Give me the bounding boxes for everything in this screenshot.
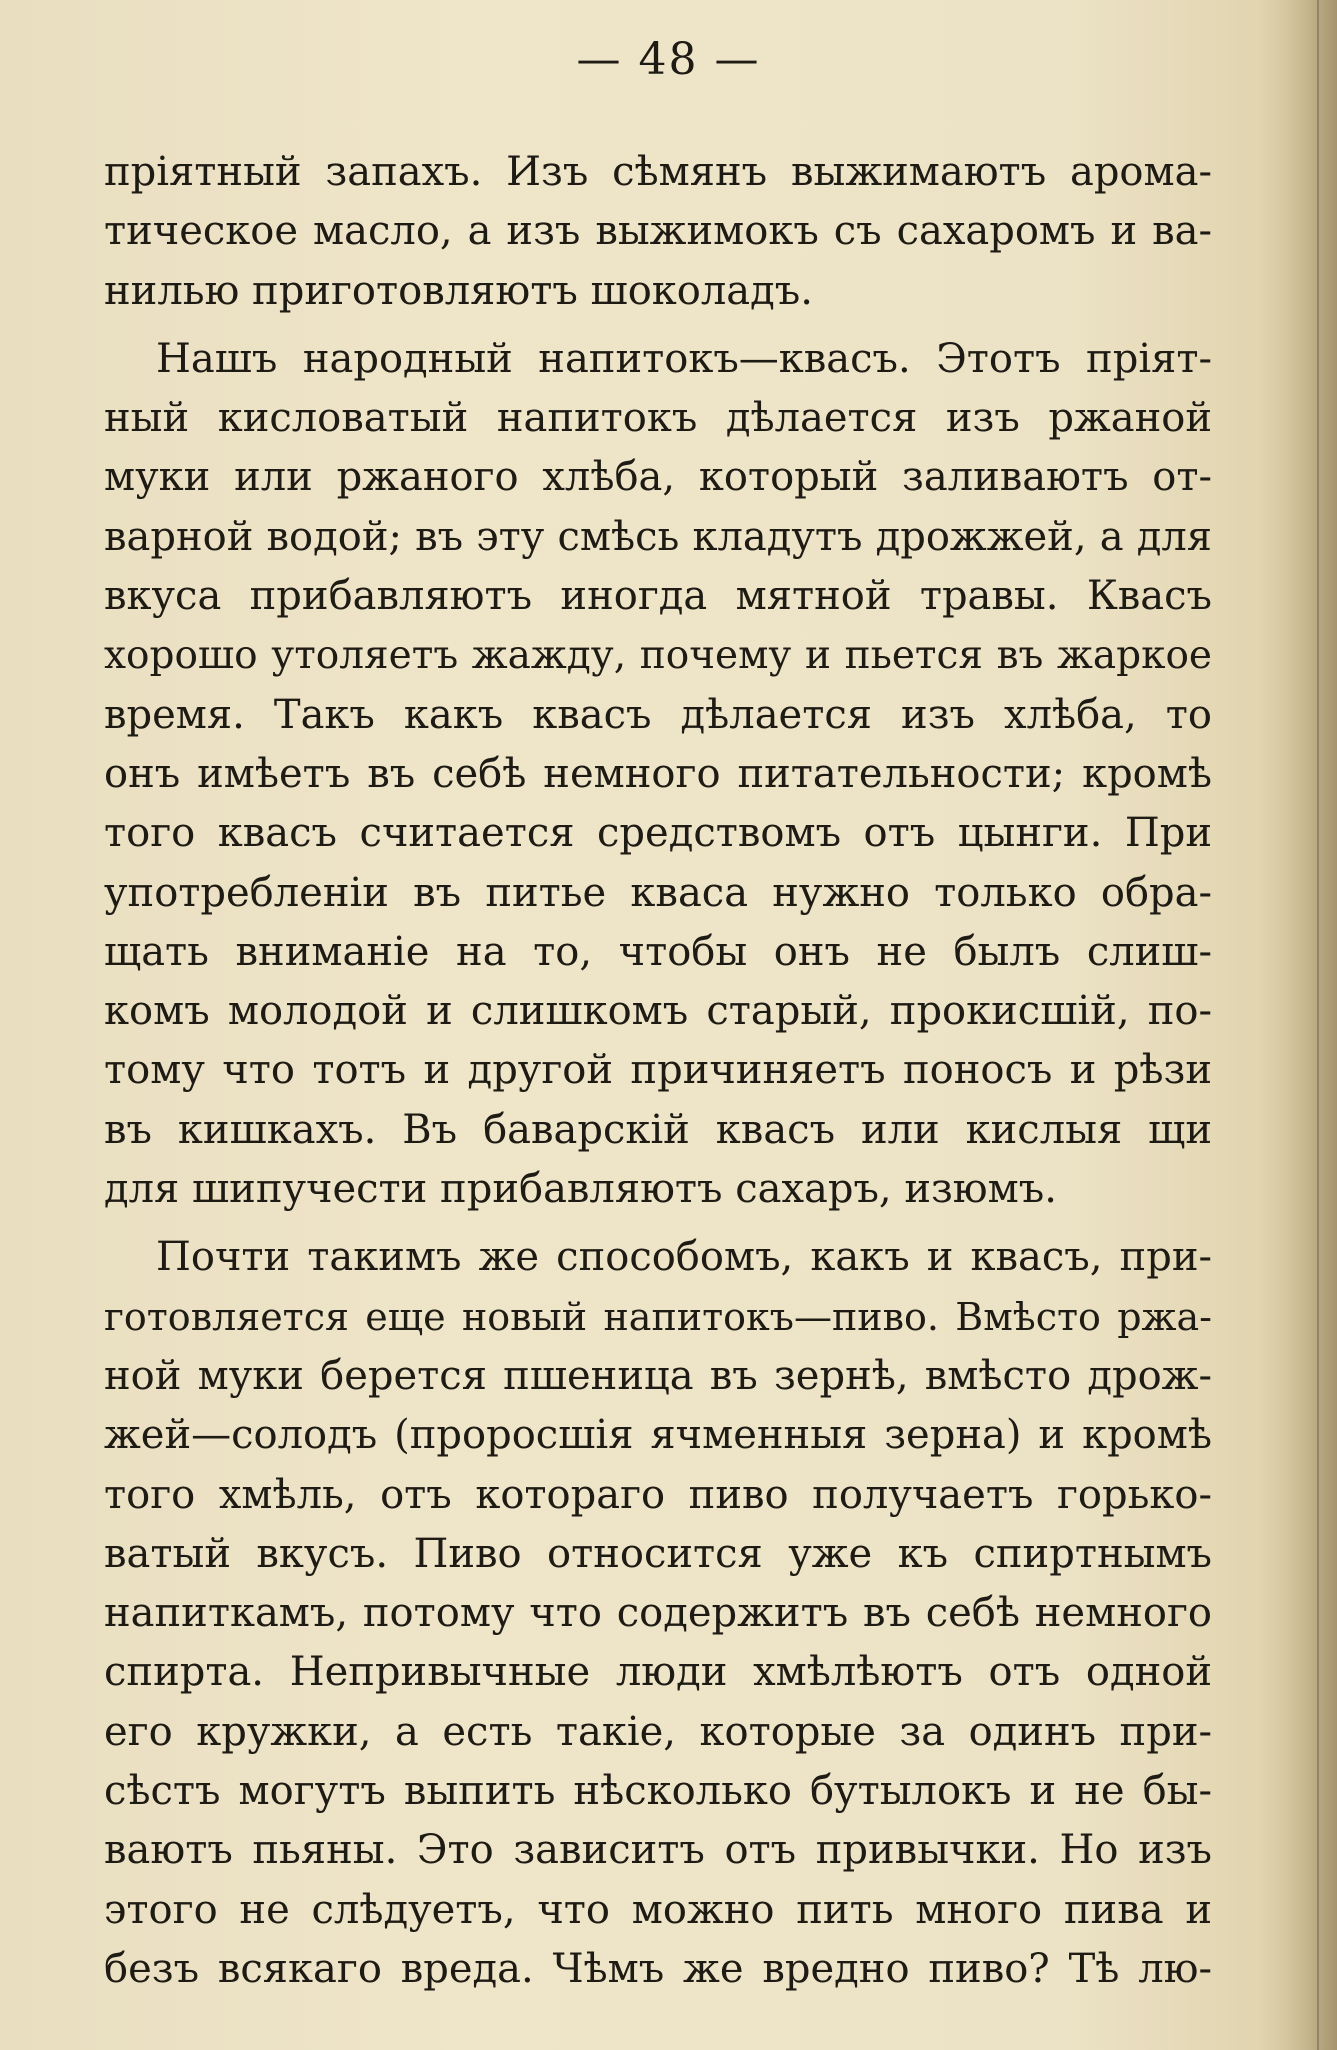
text-line: въ кишкахъ. Въ баварскій квасъ или кислыя щи — [104, 1106, 1212, 1153]
text-line: тому что тотъ и другой причиняетъ поносъ и рѣзи — [104, 1047, 1212, 1094]
text-line: сѣстъ могутъ выпить нѣсколько бутылокъ и не бы- — [104, 1768, 1212, 1815]
text-line: спирта. Непривычные люди хмѣлѣютъ отъ одной — [104, 1649, 1212, 1696]
paragraph-gap — [104, 1219, 1212, 1228]
text-line: Почти такимъ же способомъ, какъ и квасъ, при- — [156, 1234, 1212, 1281]
text-line: его кружки, а есть такіе, которые за одинъ при- — [104, 1708, 1212, 1755]
text-line: того хмѣль, отъ котораго пиво получаетъ горько- — [104, 1471, 1212, 1518]
text-line: вкуса прибавляютъ иногда мятной травы. Квасъ — [104, 573, 1212, 620]
text-line: напиткамъ, потому что содержитъ въ себѣ немного — [104, 1590, 1212, 1637]
text-line: безъ всякаго вреда. Чѣмъ же вредно пиво? Тѣ лю- — [104, 1945, 1212, 1992]
text-line: Нашъ народный напитокъ—квасъ. Этотъ пріят- — [156, 335, 1212, 382]
text-line: для шипучести прибавляютъ сахаръ, изюмъ. — [104, 1166, 1057, 1213]
page-number: — 48 — — [576, 34, 761, 85]
text-line: этого не слѣдуетъ, что можно пить много пива и — [104, 1886, 1212, 1933]
paragraph-gap — [104, 321, 1212, 330]
body-text — [104, 143, 1212, 1999]
text-line: щать вниманіе на то, чтобы онъ не былъ слиш- — [104, 928, 1212, 975]
text-line: жей—солодъ (проросшія ячменныя зерна) и кромѣ — [104, 1412, 1212, 1459]
text-line: ваютъ пьяны. Это зависитъ отъ привычки. Но изъ — [104, 1827, 1212, 1874]
text-line: комъ молодой и слишкомъ старый, прокисшій, по- — [104, 988, 1212, 1035]
text-line: тическое масло, а изъ выжимокъ съ сахаромъ и ва- — [104, 208, 1212, 255]
text-line: муки или ржаного хлѣба, который заливаютъ от- — [104, 454, 1212, 501]
text-line: ватый вкусъ. Пиво относится уже къ спиртнымъ — [104, 1530, 1212, 1577]
text-line: ный кисловатый напитокъ дѣлается изъ ржаной — [104, 395, 1212, 442]
text-line: онъ имѣетъ въ себѣ немного питательности; кромѣ — [104, 750, 1212, 797]
text-line: нилью приготовляютъ шоколадъ. — [104, 267, 813, 314]
text-line: употребленіи въ питье кваса нужно только обра- — [104, 869, 1212, 916]
page-gutter-edge — [1317, 0, 1319, 2050]
text-line: пріятный запахъ. Изъ сѣмянъ выжимаютъ арома- — [104, 149, 1212, 195]
text-line: варной водой; въ эту смѣсь кладутъ дрожжей, а для — [104, 513, 1212, 560]
text-line: того квасъ считается средствомъ отъ цынги. При — [104, 810, 1212, 857]
page-gutter-shadow — [1259, 0, 1337, 2050]
text-line: время. Такъ какъ квасъ дѣлается изъ хлѣба, то — [104, 691, 1212, 738]
text-line: хорошо утоляетъ жажду, почему и пьется въ жаркое — [104, 633, 1212, 679]
text-line: ной муки берется пшеница въ зернѣ, вмѣсто дрож- — [104, 1352, 1212, 1399]
text-line: готовляется еще новый напитокъ—пиво. Вмѣсто ржа- — [104, 1294, 1212, 1339]
